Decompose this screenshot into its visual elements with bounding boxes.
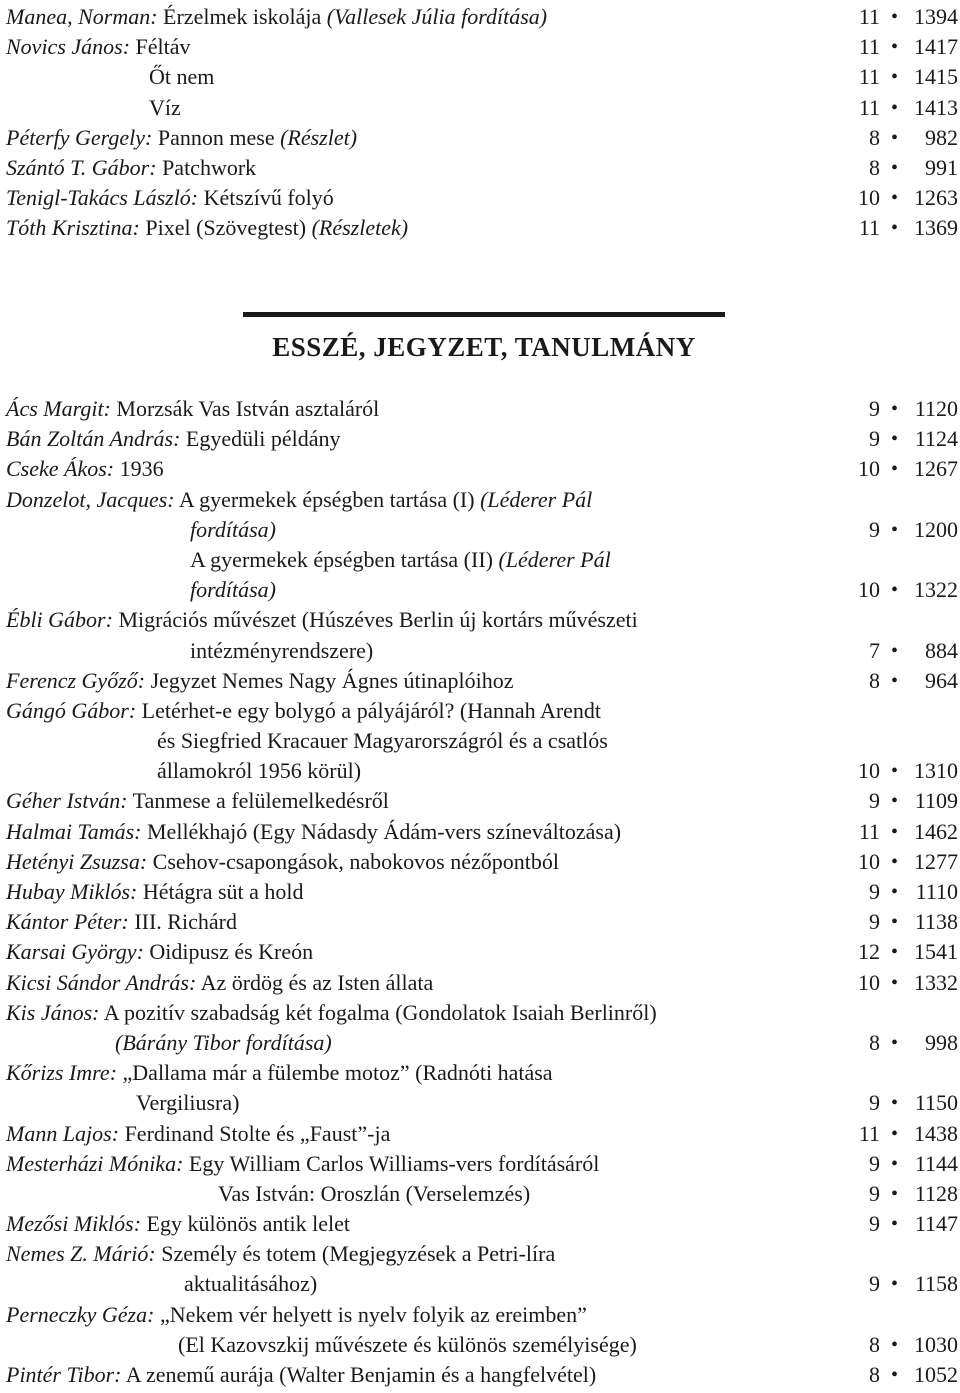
author-name: Kicsi Sándor András:: [6, 969, 197, 995]
entry-title: Hétágra süt a hold: [137, 879, 304, 904]
entry-text: [115, 1028, 332, 1058]
index-entry: [0, 1209, 960, 1239]
entry-text: [6, 123, 357, 153]
index-entry: [0, 93, 960, 123]
bullet-separator: •: [890, 820, 898, 843]
entry-title: Egy különös antik lelet: [141, 1211, 350, 1237]
page-number: 1110: [915, 879, 958, 904]
author-name: Pintér Tibor:: [6, 1362, 122, 1387]
entry-title: Pannon mese: [152, 124, 281, 150]
issue-number: 9: [869, 1271, 880, 1297]
index-entry: [0, 424, 960, 454]
author-name: Mann Lajos:: [6, 1120, 120, 1146]
entry-title: Morzsák Vas István asztaláról: [110, 396, 380, 421]
bullet-separator: •: [890, 760, 898, 783]
entry-title: Az ördög és az Isten állata: [196, 969, 434, 995]
issue-number: 12: [858, 939, 880, 965]
issue-number: 11: [858, 64, 880, 90]
index-entry: [0, 696, 960, 726]
entry-title: Csehov-csapongások, nabokovos nézőpontból: [147, 848, 559, 874]
entry-title: (El Kazovszkij művészete és különös személyisége): [178, 1331, 637, 1357]
issue-number: 9: [869, 909, 880, 935]
issue-number: 7: [869, 637, 880, 663]
entry-note: (Részletek): [311, 215, 409, 241]
index-entry: [0, 454, 960, 484]
index-entry: [0, 968, 960, 998]
page-number: 1147: [914, 1211, 958, 1237]
page-number: 991: [925, 154, 958, 180]
bullet-separator: •: [890, 66, 898, 89]
entry-text: [6, 786, 389, 816]
author-name: Mesterházi Mónika:: [6, 1150, 184, 1176]
index-entry: [0, 1360, 960, 1390]
author-name: Ács Margit:: [6, 396, 111, 421]
bullet-separator: •: [890, 911, 898, 934]
issue-number: 10: [858, 848, 880, 874]
page-number: 1394: [914, 4, 958, 29]
index-entry: [0, 907, 960, 937]
bullet-separator: •: [890, 1092, 898, 1115]
author-name: Hubay Miklós:: [6, 879, 138, 904]
author-name: Donzelot, Jacques:: [6, 486, 175, 512]
entry-title: A pozitív szabadság két fogalma (Gondolatok Isaiah Berlinről): [99, 999, 657, 1025]
issue-number: 8: [869, 1362, 880, 1387]
entry-title: államokról 1956 körül): [157, 758, 362, 784]
issue-number: 8: [869, 124, 880, 150]
author-name: Novics János:: [6, 34, 131, 60]
page-number: 1138: [914, 909, 958, 935]
entry-text: [190, 575, 276, 605]
issue-number: 9: [869, 1090, 880, 1116]
entry-title: intézményrendszere): [190, 637, 374, 663]
entry-title: Letérhet-e egy bolygó a pályájáról? (Hannah Arendt: [136, 697, 602, 723]
entry-title: „Nekem vér helyett is nyelv folyik az ereimben”: [154, 1301, 587, 1327]
entry-text: [6, 2, 547, 32]
page-number: 982: [925, 124, 958, 150]
page-number: 1150: [914, 1090, 958, 1116]
page-number: 884: [925, 637, 958, 663]
index-entry: [0, 1028, 960, 1058]
entry-title: Érzelmek iskolája: [157, 4, 327, 29]
issue-number: 8: [869, 154, 880, 180]
entry-text: [6, 153, 256, 183]
entry-title: Ferdinand Stolte és „Faust”-ja: [119, 1120, 391, 1146]
entry-text: [6, 32, 191, 62]
page-number: 1322: [914, 577, 958, 603]
issue-number: 11: [858, 94, 880, 120]
entry-text: [157, 726, 608, 756]
issue-number: 11: [858, 34, 880, 60]
author-name: Bán Zoltán András:: [6, 426, 181, 452]
bullet-separator: •: [890, 881, 898, 903]
entry-text: [178, 1330, 637, 1360]
entry-text: [149, 93, 181, 123]
bullet-separator: •: [890, 217, 898, 240]
index-entry: [0, 666, 960, 696]
index-entry: [0, 213, 960, 243]
page-number: 1124: [914, 426, 958, 452]
issue-number: 8: [869, 1029, 880, 1055]
entry-title: Kétszívű folyó: [198, 185, 334, 211]
page-number: 998: [925, 1029, 958, 1055]
entry-text: [190, 515, 276, 545]
section-rule: [243, 312, 725, 317]
issue-number: 9: [869, 1150, 880, 1176]
index-entry: [0, 1330, 960, 1360]
issue-number: 11: [858, 818, 880, 844]
issue-number: 10: [858, 185, 880, 211]
author-name: Péterfy Gergely:: [6, 124, 153, 150]
index-entry: [0, 153, 960, 183]
entry-note: (Léderer Pál: [480, 486, 593, 512]
author-name: Perneczky Géza:: [6, 1301, 155, 1327]
page-number: 1332: [914, 969, 958, 995]
entry-text: [6, 1119, 390, 1149]
index-entry: [0, 1269, 960, 1299]
index-entry: [0, 877, 960, 907]
section-heading: ESSZÉ, JEGYZET, TANULMÁNY: [272, 332, 696, 362]
bullet-separator: •: [890, 1122, 898, 1145]
entry-text: [6, 424, 340, 454]
entry-text: [6, 937, 313, 967]
page-number: 1541: [914, 939, 958, 965]
issue-number: 9: [869, 396, 880, 421]
page-number: 1369: [914, 215, 958, 241]
entry-text: [6, 817, 621, 847]
author-name: Kis János:: [6, 999, 100, 1025]
index-entry: [0, 1058, 960, 1088]
entry-text: [6, 394, 379, 424]
index-entry: [0, 1088, 960, 1118]
bullet-separator: •: [890, 1182, 898, 1205]
entry-text: [6, 1209, 350, 1239]
issue-number: 11: [858, 4, 880, 29]
bullet-separator: •: [890, 850, 898, 873]
bullet-separator: •: [890, 941, 898, 964]
entry-title: Személy és totem (Megjegyzések a Petri-líra: [155, 1241, 556, 1267]
entry-title: Tanmese a felülemelkedésről: [127, 788, 389, 814]
bullet-separator: •: [890, 187, 898, 210]
entry-text: [6, 666, 514, 696]
bullet-separator: •: [890, 428, 898, 451]
page-number: 1158: [914, 1271, 958, 1297]
author-name: Tenigl-Takács László:: [6, 185, 199, 211]
entry-note: (Részlet): [280, 124, 358, 150]
bullet-separator: •: [890, 126, 898, 149]
issue-number: 10: [858, 758, 880, 784]
issue-number: 8: [869, 667, 880, 693]
author-name: Ébli Gábor:: [6, 607, 113, 633]
entry-text: [6, 213, 408, 243]
entry-text: [6, 1058, 553, 1088]
issue-number: 11: [858, 215, 880, 241]
bullet-separator: •: [890, 518, 898, 541]
entry-note: (Léderer Pál: [498, 546, 611, 572]
index-entry: [0, 394, 960, 424]
entry-title: A gyermekek épségben tartása (II): [190, 546, 499, 572]
bullet-separator: •: [890, 1152, 898, 1175]
index-entry: [0, 726, 960, 756]
entry-text: [6, 877, 304, 907]
index-entry: [0, 32, 960, 62]
issue-number: 9: [869, 879, 880, 904]
page-number: 1030: [914, 1331, 958, 1357]
entry-text: [190, 636, 373, 666]
author-name: Kőrizs Imre:: [6, 1060, 118, 1086]
author-name: Halmai Tamás:: [6, 818, 142, 844]
author-name: Hetényi Zsuzsa:: [6, 848, 148, 874]
page-number: 1413: [914, 94, 958, 120]
page-number: 1052: [914, 1362, 958, 1387]
index-entry: [0, 817, 960, 847]
entry-title: Őt nem: [149, 64, 215, 90]
entry-title: „Dallama már a fülembe motoz” (Radnóti hatása: [117, 1060, 553, 1086]
author-name: Karsai György:: [6, 939, 144, 965]
entry-title: Jegyzet Nemes Nagy Ágnes útinaplóihoz: [145, 667, 514, 693]
entry-text: [6, 1360, 596, 1390]
index-entry: [0, 847, 960, 877]
entry-text: [6, 847, 559, 877]
entry-text: [6, 605, 638, 635]
entry-title: és Siegfried Kracauer Magyarországról és a csatlós: [157, 728, 608, 754]
index-entry: [0, 998, 960, 1028]
entry-text: [6, 1239, 555, 1269]
page-number: 1438: [914, 1120, 958, 1146]
entry-text: [6, 183, 334, 213]
page-number: 1415: [914, 64, 958, 90]
bullet-separator: •: [890, 458, 898, 481]
entry-title: Féltáv: [130, 34, 191, 60]
bullet-separator: •: [890, 579, 898, 602]
page-number: 1417: [914, 34, 958, 60]
index-entry: [0, 1119, 960, 1149]
entry-text: [6, 454, 164, 484]
page-number: 1144: [914, 1150, 958, 1176]
page-number: 1200: [914, 516, 958, 542]
page-number: 1267: [914, 456, 958, 482]
entry-title: Patchwork: [156, 154, 257, 180]
author-name: Szántó T. Gábor:: [6, 154, 157, 180]
author-name: Ferencz Győző:: [6, 667, 146, 693]
issue-number: 10: [858, 577, 880, 603]
index-entry: [0, 2, 960, 32]
index-entry: [0, 123, 960, 153]
entry-title: 1936: [114, 456, 164, 482]
entry-text: [6, 485, 592, 515]
entry-text: [6, 907, 237, 937]
author-name: Gángó Gábor:: [6, 697, 137, 723]
issue-number: 9: [869, 788, 880, 814]
entry-title: Vergiliusra): [136, 1090, 240, 1116]
issue-number: 9: [869, 426, 880, 452]
bullet-separator: •: [890, 96, 898, 119]
bullet-separator: •: [890, 790, 898, 813]
entry-text: [6, 998, 657, 1028]
page-number: 1109: [914, 788, 958, 814]
entry-text: [6, 1300, 587, 1330]
author-name: Cseke Ákos:: [6, 456, 115, 482]
bullet-separator: •: [890, 156, 898, 179]
index-entry: [0, 937, 960, 967]
index-entry: [0, 485, 960, 515]
author-name: Nemes Z. Márió:: [6, 1241, 156, 1267]
index-entry: [0, 575, 960, 605]
entry-title: Egy William Carlos Williams-vers fordításáról: [183, 1150, 600, 1176]
bullet-separator: •: [890, 1031, 898, 1054]
entry-title: A zenemű aurája (Walter Benjamin és a hangfelvétel): [121, 1362, 597, 1387]
index-entry: [0, 636, 960, 666]
fiction-list: [0, 2, 960, 244]
entry-title: Migrációs művészet (Húszéves Berlin új kortárs művészeti: [112, 607, 638, 633]
entry-text: [149, 62, 214, 92]
entry-title: Víz: [149, 94, 181, 120]
entry-text: [6, 968, 433, 998]
entry-note: fordítása): [190, 577, 276, 603]
bullet-separator: •: [890, 1333, 898, 1356]
entry-text: [6, 1149, 599, 1179]
entry-note: (Bárány Tibor fordítása): [115, 1029, 332, 1055]
entry-title: Mellékhajó (Egy Nádasdy Ádám-vers színeváltozása): [141, 818, 622, 844]
entry-text: [157, 756, 361, 786]
author-name: Tóth Krisztina:: [6, 215, 140, 241]
entry-text: [190, 545, 611, 575]
entry-text: [218, 1179, 530, 1209]
bullet-separator: •: [890, 669, 898, 692]
issue-number: 9: [869, 1180, 880, 1206]
issue-number: 10: [858, 969, 880, 995]
entry-title: III. Richárd: [128, 909, 237, 935]
entry-text: [6, 696, 601, 726]
page-number: 1120: [914, 396, 958, 421]
entry-title: Pixel (Szövegtest): [139, 215, 312, 241]
bullet-separator: •: [890, 639, 898, 662]
issue-number: 11: [858, 1120, 880, 1146]
page-number: 1462: [914, 818, 958, 844]
page-number: 1128: [914, 1180, 958, 1206]
index-entry: [0, 515, 960, 545]
page-number: 964: [925, 667, 958, 693]
index-entry: [0, 1239, 960, 1269]
index-entry: [0, 756, 960, 786]
page-number: 1263: [914, 185, 958, 211]
index-entry: [0, 545, 960, 575]
issue-number: 9: [869, 516, 880, 542]
entry-title: A gyermekek épségben tartása (I): [174, 486, 481, 512]
essay-list: [0, 394, 960, 1390]
bullet-separator: •: [890, 1364, 898, 1386]
index-entry: [0, 605, 960, 635]
author-name: Manea, Norman:: [6, 4, 158, 29]
issue-number: 8: [869, 1331, 880, 1357]
bullet-separator: •: [890, 36, 898, 59]
entry-title: Vas István: Oroszlán (Verselemzés): [218, 1180, 531, 1206]
author-name: Kántor Péter:: [6, 909, 129, 935]
author-name: Mezősi Miklós:: [6, 1211, 142, 1237]
bullet-separator: •: [890, 1213, 898, 1236]
entry-note: (Vallesek Júlia fordítása): [326, 4, 548, 29]
index-entry: [0, 1149, 960, 1179]
bullet-separator: •: [890, 398, 898, 420]
bullet-separator: •: [890, 971, 898, 994]
bullet-separator: •: [890, 1273, 898, 1296]
index-entry: [0, 786, 960, 816]
entry-text: [136, 1088, 239, 1118]
page-number: 1277: [914, 848, 958, 874]
issue-number: 10: [858, 456, 880, 482]
index-entry: [0, 1300, 960, 1330]
entry-title: Egyedüli példány: [180, 426, 341, 452]
index-entry: [0, 62, 960, 92]
entry-title: aktualitásához): [184, 1271, 318, 1297]
issue-number: 9: [869, 1211, 880, 1237]
index-entry: [0, 1179, 960, 1209]
entry-note: fordítása): [190, 516, 276, 542]
bullet-separator: •: [890, 6, 898, 28]
entry-text: [184, 1269, 317, 1299]
entry-title: Oidipusz és Kreón: [143, 939, 314, 965]
author-name: Géher István:: [6, 788, 128, 814]
page-number: 1310: [914, 758, 958, 784]
index-entry: [0, 183, 960, 213]
